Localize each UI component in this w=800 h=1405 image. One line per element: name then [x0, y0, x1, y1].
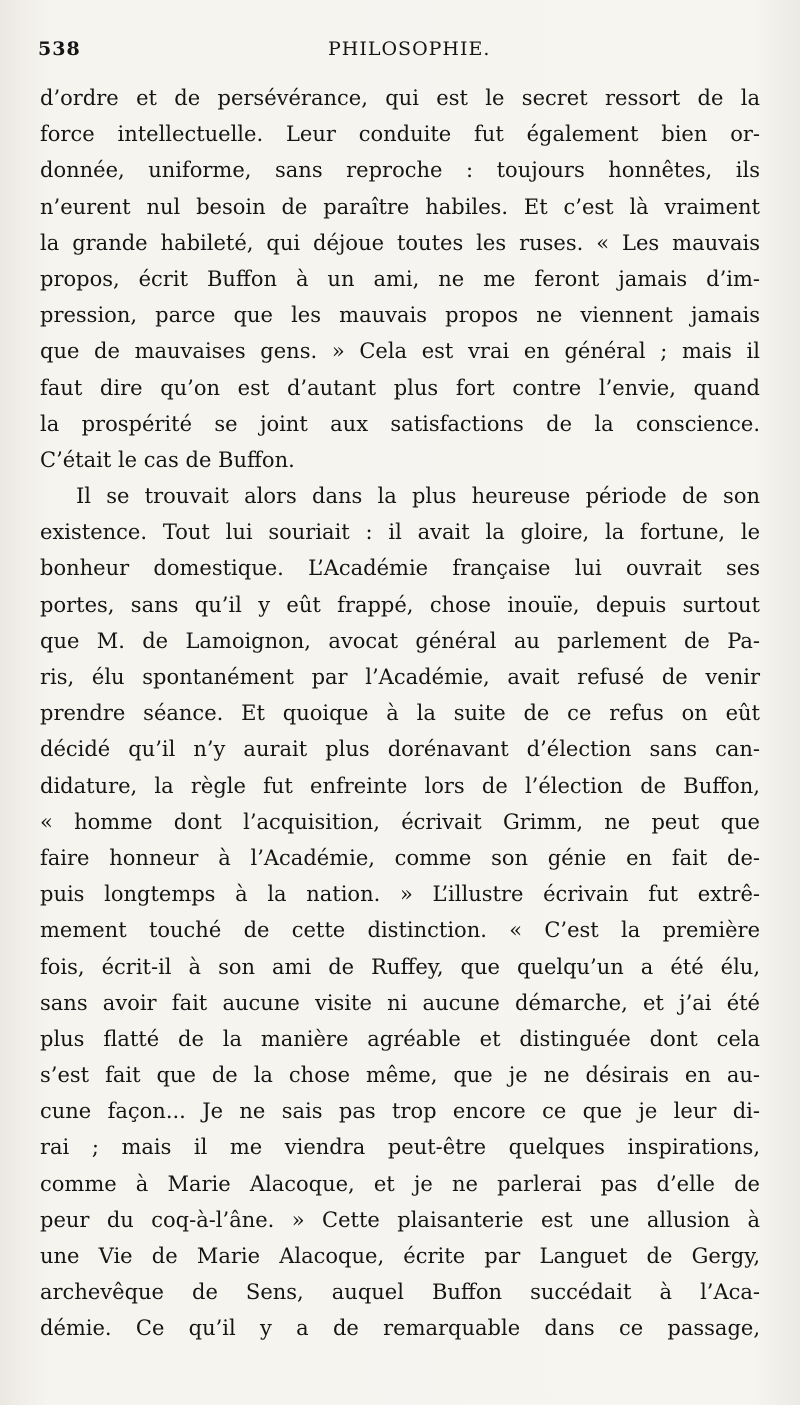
text-line: peur du coq-à-l’âne. » Cette plaisanterie est une allusion à: [40, 1207, 760, 1232]
text-line: propos, écrit Buffon à un ami, ne me feront jamais d’im-: [40, 266, 760, 291]
text-line: la prospérité se joint aux satisfactions de la conscience.: [40, 411, 760, 436]
text-line: la grande habileté, qui déjoue toutes les ruses. « Les mauvais: [40, 230, 760, 255]
text-line: cune façon... Je ne sais pas trop encore ce que je leur di-: [40, 1099, 760, 1124]
text-line: fois, écrit-il à son ami de Ruffey, que quelqu’un a été élu,: [40, 954, 760, 979]
text-line: décidé qu’il n’y aurait plus dorénavant d’élection sans can-: [40, 737, 760, 762]
text-line: archevêque de Sens, auquel Buffon succédait à l’Aca-: [40, 1280, 760, 1305]
text-line: s’est fait que de la chose même, que je ne désirais en au-: [40, 1063, 760, 1088]
text-line: faire honneur à l’Académie, comme son génie en fait de-: [40, 845, 760, 870]
text-line: donnée, uniforme, sans reproche : toujours honnêtes, ils: [40, 158, 760, 183]
text-line: portes, sans qu’il y eût frappé, chose inouïe, depuis surtout: [40, 592, 760, 617]
text-line: une Vie de Marie Alacoque, écrite par Languet de Gergy,: [40, 1244, 760, 1268]
text-line: que M. de Lamoignon, avocat général au parlement de Pa-: [40, 628, 760, 653]
text-line: rai ; mais il me viendra peut-être quelques inspirations,: [40, 1135, 760, 1160]
text-line: existence. Tout lui souriait : il avait la gloire, la fortune, le: [40, 520, 760, 545]
text-line: plus flatté de la manière agréable et distinguée dont cela: [40, 1026, 760, 1051]
text-line: n’eurent nul besoin de paraître habiles. Et c’est là vraiment: [40, 194, 760, 219]
text-line: « homme dont l’acquisition, écrivait Grimm, ne peut que: [40, 809, 760, 834]
text-line: sans avoir fait aucune visite ni aucune démarche, et j’ai été: [40, 990, 760, 1015]
text-line: ris, élu spontanément par l’Académie, avait refusé de venir: [40, 665, 760, 689]
text-line: faut dire qu’on est d’autant plus fort contre l’envie, quand: [40, 375, 760, 400]
text-line: démie. Ce qu’il y a de remarquable dans ce passage,: [40, 1316, 760, 1341]
text-line: pression, parce que les mauvais propos ne viennent jamais: [40, 303, 760, 328]
text-line: C’était le cas de Buffon.: [40, 447, 295, 472]
text-line: que de mauvaises gens. » Cela est vrai en général ; mais il: [40, 339, 760, 364]
text-line: bonheur domestique. L’Académie française lui ouvrait ses: [40, 556, 760, 581]
text-line: prendre séance. Et quoique à la suite de ce refus on eût: [40, 701, 760, 726]
text-line: comme à Marie Alacoque, et je ne parlerai pas d’elle de: [40, 1171, 760, 1196]
text-line: d’ordre et de persévérance, qui est le secret ressort de la: [40, 86, 760, 110]
body-text: [40, 80, 760, 1347]
text-line: mement touché de cette distinction. « C’est la première: [40, 918, 760, 943]
text-line: Il se trouvait alors dans la plus heureuse période de son: [76, 484, 760, 509]
text-line: didature, la règle fut enfreinte lors de l’élection de Buffon,: [40, 773, 760, 798]
text-line: force intellectuelle. Leur conduite fut également bien or-: [40, 122, 760, 147]
text-line: puis longtemps à la nation. » L’illustre écrivain fut extrê-: [40, 882, 760, 907]
running-head: PHILOSOPHIE.: [328, 38, 491, 60]
page-number: 538: [38, 38, 81, 60]
page-header: [38, 38, 758, 68]
